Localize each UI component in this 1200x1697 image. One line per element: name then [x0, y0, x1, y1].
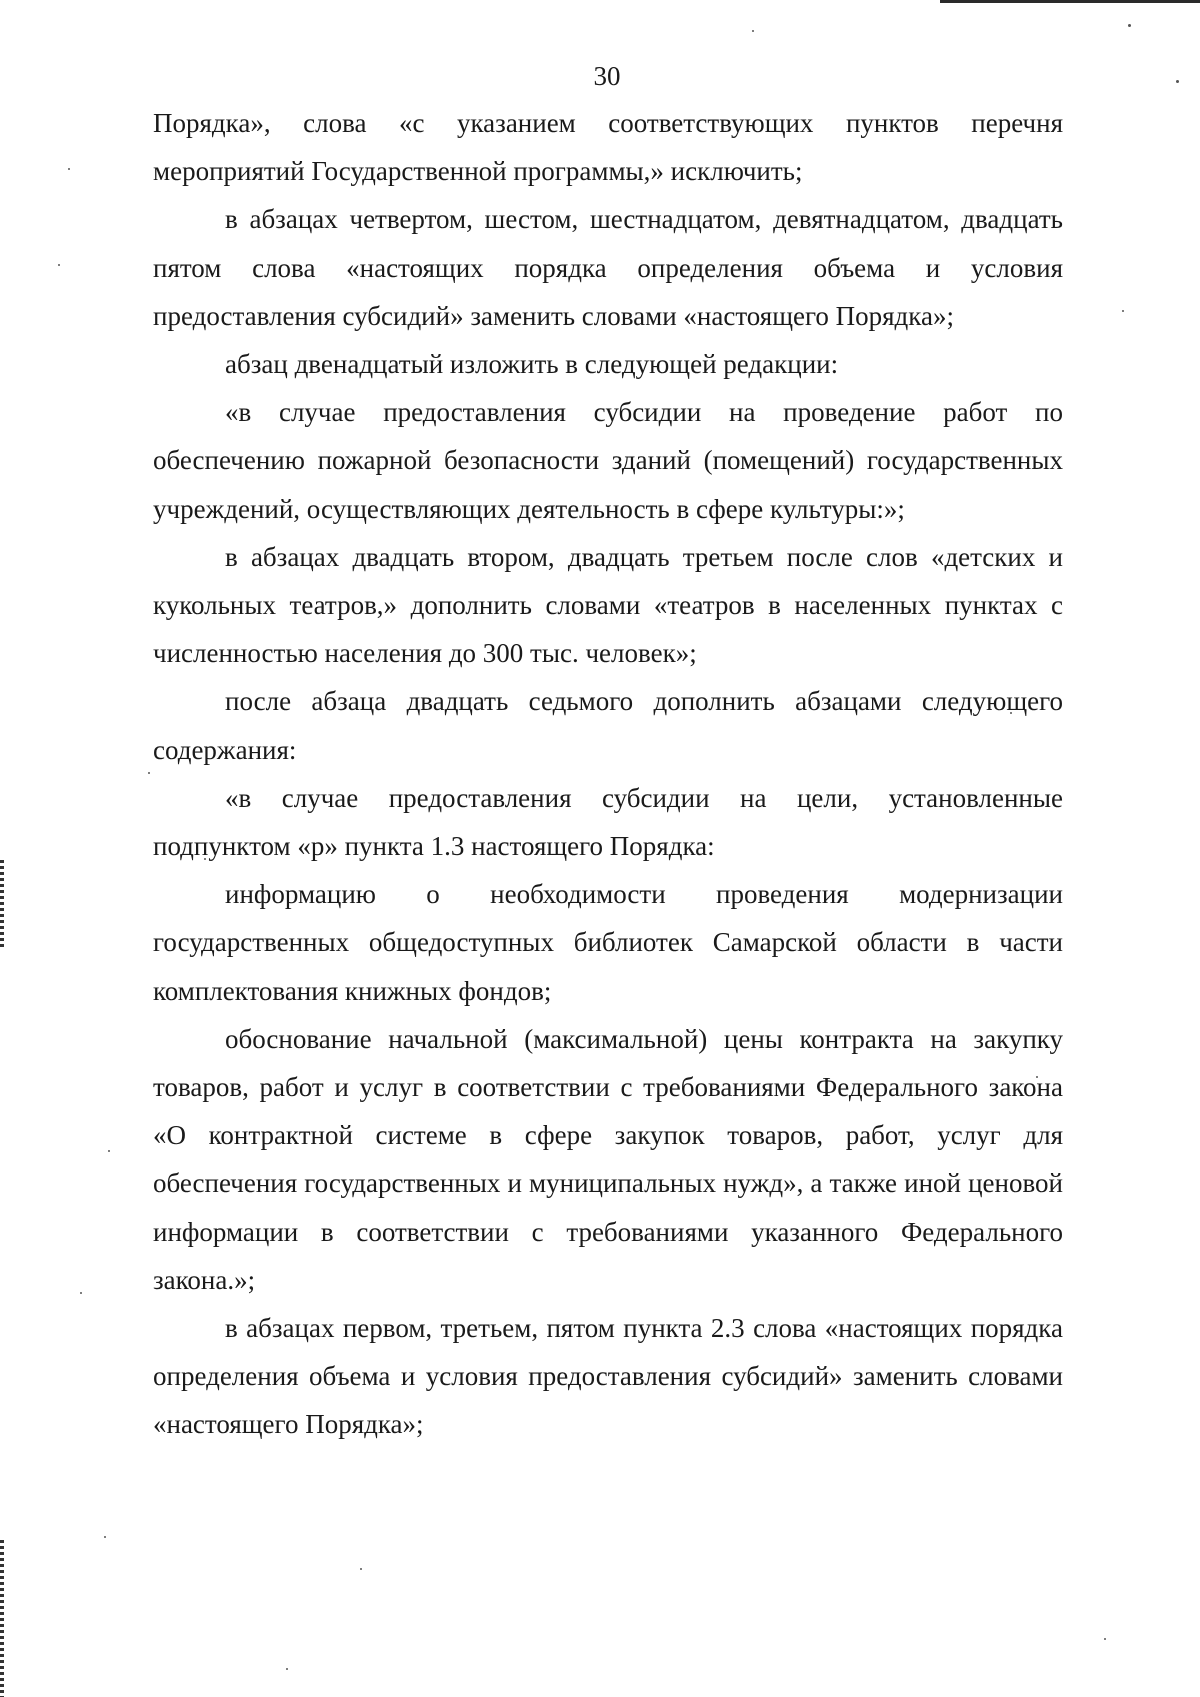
scan-left-edge-mark [0, 1540, 4, 1697]
scan-speck [1122, 310, 1124, 312]
scan-speck [108, 1150, 110, 1152]
scan-left-edge-mark [0, 860, 4, 950]
paragraph: Порядка», слова «с указанием соответствующих пунктов перечня мероприятий Государственной программы,» исключить; [153, 108, 1063, 187]
scan-speck [1128, 24, 1131, 27]
scan-speck [286, 1668, 288, 1670]
paragraph: после абзаца двадцать седьмого дополнить абзацами следующего содержания: [153, 686, 1063, 765]
document-body [153, 99, 1063, 1449]
scan-speck [1104, 1638, 1106, 1640]
scan-speck [80, 1292, 82, 1294]
scan-speck [752, 30, 754, 32]
paragraph: «в случае предоставления субсидии на проведение работ по обеспечению пожарной безопасности зданий (помещений) государственных учреждений, осуществляющих деятельность в сфере культуры:»; [153, 397, 1063, 524]
paragraph: абзац двенадцатый изложить в следующей редакции: [225, 349, 839, 380]
scan-speck [148, 772, 150, 774]
scan-speck [68, 168, 70, 170]
paragraph: «в случае предоставления субсидии на цели, установленные подпунктом «р» пункта 1.3 настоящего Порядка: [153, 782, 1063, 862]
paragraph: в абзацах первом, третьем, пятом пункта 2.3 слова «настоящих порядка определения объема и условия предоставления субсидий» заменить словами «настоящего Порядка»; [153, 1313, 1063, 1440]
page-number: 30 [593, 61, 621, 91]
paragraph: обоснование начальной (максимальной) цены контракта на закупку товаров, работ и услуг в соответствии с требованиями Федерального закона «О контрактной системе в сфере закупок товаров, работ, услуг для обеспечения государственных и муниципальных нужд», а также иной ценовой информации в соответствии с требованиями указанного Федерального закона.»; [153, 1023, 1063, 1295]
scan-speck [104, 1536, 106, 1538]
paragraph: в абзацах четвертом, шестом, шестнадцатом, девятнадцатом, двадцать пятом слова «настоящих порядка определения объема и условия предоставления субсидий» заменить словами «настоящего Порядка»; [153, 204, 1063, 331]
scan-speck [360, 1568, 362, 1570]
scan-top-rule [940, 0, 1200, 3]
paragraph: информацию о необходимости проведения модернизации государственных общедоступных библиотек Самарской области в части комплектования книжных фондов; [153, 879, 1063, 1006]
paragraph: в абзацах двадцать втором, двадцать третьем после слов «детских и кукольных театров,» дополнить словами «театров в населенных пунктах с численностью населения до 300 тыс. человек»; [153, 541, 1063, 669]
scan-speck [58, 264, 60, 266]
